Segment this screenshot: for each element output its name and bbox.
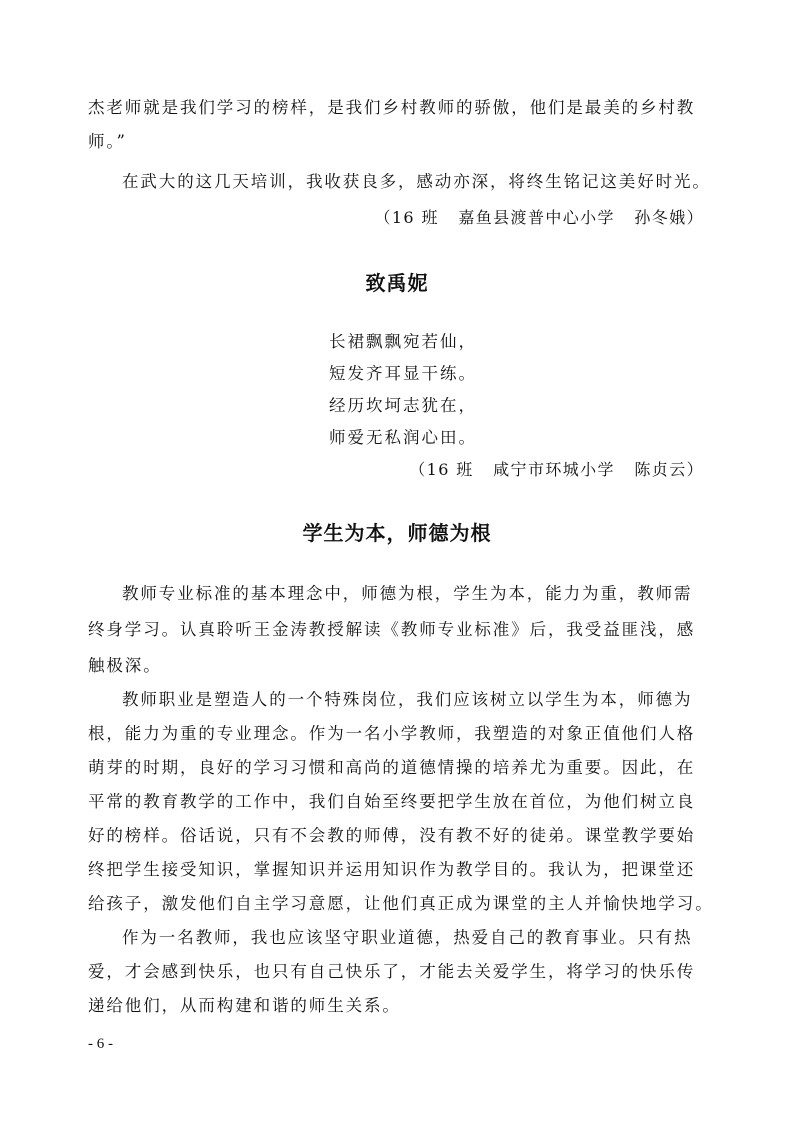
author-signature: （16 班 嘉鱼县渡普中心小学 孙冬娥）	[374, 208, 704, 227]
poem-line: 短发齐耳显干练。	[329, 364, 477, 383]
paragraph-line: 爱，才会感到快乐，也只有自己快乐了，才能去关爱学生，将学习的快乐传	[88, 962, 696, 981]
paragraph-line: 终把学生接受知识，掌握知识并运用知识作为教学目的。我认为，把课堂还	[88, 860, 696, 879]
paragraph-line: 平常的教育教学的工作中，我们自始至终要把学生放在首位，为他们树立良	[88, 792, 696, 811]
paragraph-line: 萌芽的时期，良好的学习习惯和高尚的道德情操的培养尤为重要。因此，在	[88, 758, 696, 777]
paragraph-line: 好的榜样。俗话说，只有不会教的师傅，没有教不好的徒弟。课堂教学要始	[88, 826, 696, 845]
page-number: - 6 -	[88, 1036, 113, 1052]
essay-title: 学生为本，师德为根	[302, 521, 492, 545]
paragraph-line: 作为一名教师，我也应该坚守职业道德，热爱自己的教育事业。只有热	[122, 928, 693, 947]
paragraph-line: 教师职业是塑造人的一个特殊岗位，我们应该树立以学生为本，师德为	[122, 690, 693, 709]
poem-line: 长裙飘飘宛若仙，	[329, 332, 477, 351]
paragraph-line: 根，能力为重的专业理念。作为一名小学教师，我塑造的对象正值他们人格	[88, 724, 696, 743]
paragraph-line: 在武大的这几天培训，我收获良多，感动亦深，将终生铭记这美好时光。	[122, 172, 711, 191]
paragraph-line: 触极深。	[88, 656, 162, 675]
poem-line: 经历坎坷志犹在，	[329, 396, 477, 415]
paragraph-line: 师。”	[88, 132, 127, 151]
paragraph-line: 递给他们，从而构建和谐的师生关系。	[88, 996, 401, 1015]
paragraph-line: 杰老师就是我们学习的榜样，是我们乡村教师的骄傲，他们是最美的乡村教	[88, 98, 696, 117]
paragraph-line: 终身学习。认真聆听王金涛教授解读《教师专业标准》后，我受益匪浅，感	[88, 620, 696, 639]
paragraph-line: 教师专业标准的基本理念中，师德为根，学生为本，能力为重，教师需	[122, 584, 693, 603]
author-signature: （16 班 咸宁市环城小学 陈贞云）	[409, 460, 704, 479]
poem-title: 致禹妮	[365, 271, 429, 295]
paragraph-line: 给孩子，激发他们自主学习意愿，让他们真正成为课堂的主人并愉快地学习。	[88, 894, 714, 913]
poem-line: 师爱无私润心田。	[329, 428, 477, 447]
